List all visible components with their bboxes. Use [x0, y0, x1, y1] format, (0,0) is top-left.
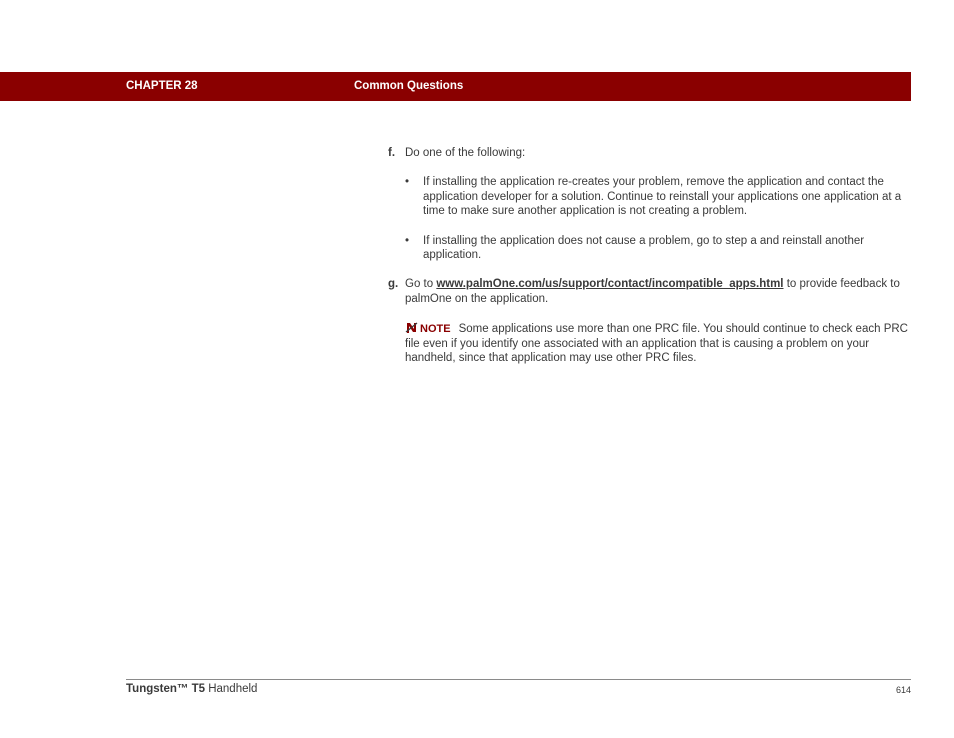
chapter-header-bar	[0, 72, 911, 101]
step-g-text-after: to provide feedback to palmOne on the application.	[405, 278, 900, 305]
chapter-title: Common Questions	[354, 80, 464, 92]
note-label: NOTE	[420, 323, 451, 336]
bullet-dot-icon: •	[405, 234, 410, 247]
list-item	[388, 234, 912, 263]
note-flag-icon	[405, 321, 418, 334]
step-f-text: Do one of the following:	[405, 147, 526, 159]
page-number: 614	[895, 685, 911, 695]
step-g-text-before: Go to	[405, 278, 437, 291]
incompatible-apps-link[interactable]: www.palmOne.com/us/support/contact/incompatible_apps.html	[436, 278, 784, 291]
step-f-label: f.	[388, 147, 396, 159]
list-item	[388, 175, 912, 219]
main-content	[388, 146, 912, 366]
step-g-label: g.	[388, 278, 399, 291]
list-item-text: If installing the application re-creates your problem, remove the application and contact the application developer for a solution. Continue to reinstall your applications one application at a time to make sure another application is not creating a problem.	[423, 176, 902, 218]
footer-product: Tungsten™ T5	[126, 683, 206, 695]
step-f-bullet-list	[388, 175, 912, 263]
note-box	[405, 321, 912, 366]
list-item-text: If installing the application does not cause a problem, go to step a and reinstall another application.	[423, 234, 865, 262]
chapter-number: CHAPTER 28	[126, 80, 198, 92]
footer-product-name	[126, 683, 257, 695]
step-g	[388, 277, 912, 306]
bullet-dot-icon: •	[405, 176, 410, 189]
note-text: Some applications use more than one PRC file. You should continue to check each PRC file even if you identify one associated with an application that is causing a problem on your handheld, since that application may use other PRC files.	[405, 323, 908, 365]
step-f	[388, 146, 912, 161]
footer-product-suffix: Handheld	[205, 683, 258, 695]
footer-divider	[126, 679, 911, 680]
